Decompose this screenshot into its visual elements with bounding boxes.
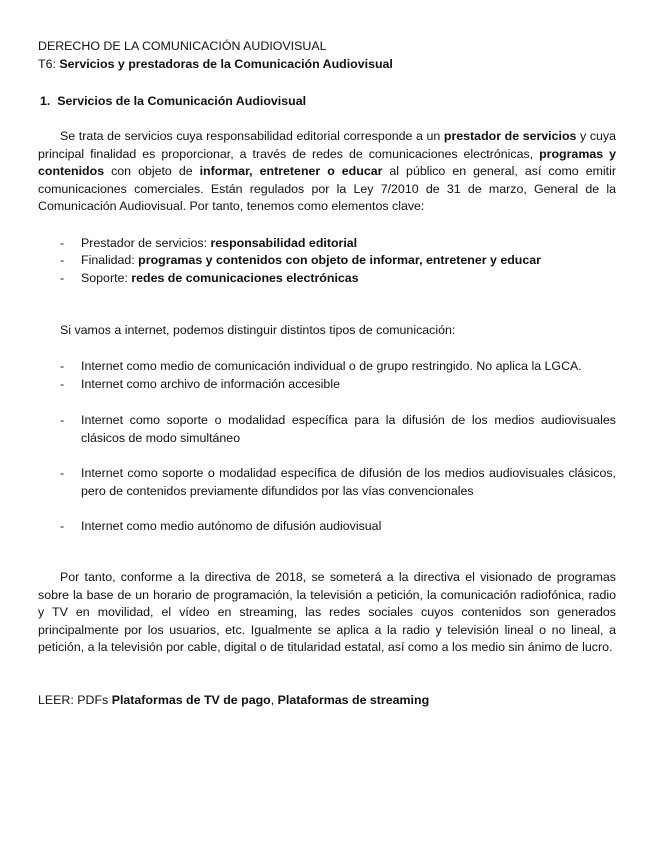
list-item: Soporte: redes de comunicaciones electrónicas	[81, 271, 359, 285]
list-item: Internet como soporte o modalidad específica para la difusión de los medios audiovisuales clásicos de modo simultáneo	[81, 413, 616, 445]
list-item: Internet como archivo de información accesible	[81, 377, 340, 391]
list-item: Internet como medio autónomo de difusión audiovisual	[81, 519, 382, 533]
list-bullet: -	[60, 271, 65, 285]
directive-paragraph: Por tanto, conforme a la directiva de 2018, se someterá a la directiva el visionado de programas sobre la base de un horario de programación, la televisión a petición, la comunicación radiofónica, radio y TV en movilidad, el vídeo en streaming, las redes sociales cuyos contenidos son generados principalmente por los usuarios, etc. Igualmente se aplica a la radio y televisión lineal o no lineal, a petición, a la televisión por cable, digital o de titularidad estatal, así como a los medio sin ánimo de lucro.	[38, 570, 616, 655]
section-heading	[40, 93, 618, 111]
list-item: Finalidad: programas y contenidos con objeto de informar, entretener y educar	[81, 253, 541, 267]
list-item: Prestador de servicios: responsabilidad editorial	[81, 236, 358, 250]
list-bullet: -	[60, 377, 65, 391]
reading-item: Plataformas de TV de pago	[111, 693, 271, 707]
list-bullet: -	[60, 466, 65, 480]
list-bullet: -	[60, 236, 65, 250]
reading-item: Plataformas de streaming	[277, 693, 430, 707]
course-title: DERECHO DE LA COMUNICACIÓN AUDIOVISUAL	[38, 39, 327, 53]
topic-label: T6:	[38, 57, 56, 71]
topic-title: Servicios y prestadoras de la Comunicación Audiovisual	[59, 57, 393, 71]
section-title: Servicios de la Comunicación Audiovisual	[57, 94, 307, 108]
list-bullet: -	[60, 519, 65, 533]
list-bullet: -	[60, 359, 65, 373]
list-item: Internet como soporte o modalidad específica de difusión de los medios audiovisuales clásicos, pero de contenidos previamente difundidos por las vías convencionales	[81, 466, 616, 498]
list-bullet: -	[60, 413, 65, 427]
list-bullet: -	[60, 253, 65, 267]
intro-paragraph: Se trata de servicios cuya responsabilidad editorial corresponde a un prestador de servicios y cuya principal finalidad es proporcionar, a través de redes de comunicaciones electrónicas, programas y contenidos con objeto de informar, entretener o educar al público en general, así como emitir comunicaciones comerciales. Están regulados por la Ley 7/2010 de 31 de marzo, General de la Comunicación Audiovisual. Por tanto, tenemos como elementos clave:	[38, 129, 616, 214]
reading-note: LEER: PDFs Plataformas de TV de pago, Plataformas de streaming	[38, 693, 430, 707]
section-number: 1.	[40, 94, 51, 108]
internet-intro-paragraph: Si vamos a internet, podemos distinguir distintos tipos de comunicación:	[60, 323, 456, 337]
list-item: Internet como medio de comunicación individual o de grupo restringido. No aplica la LGCA.	[81, 359, 582, 373]
topic-heading	[38, 56, 616, 74]
